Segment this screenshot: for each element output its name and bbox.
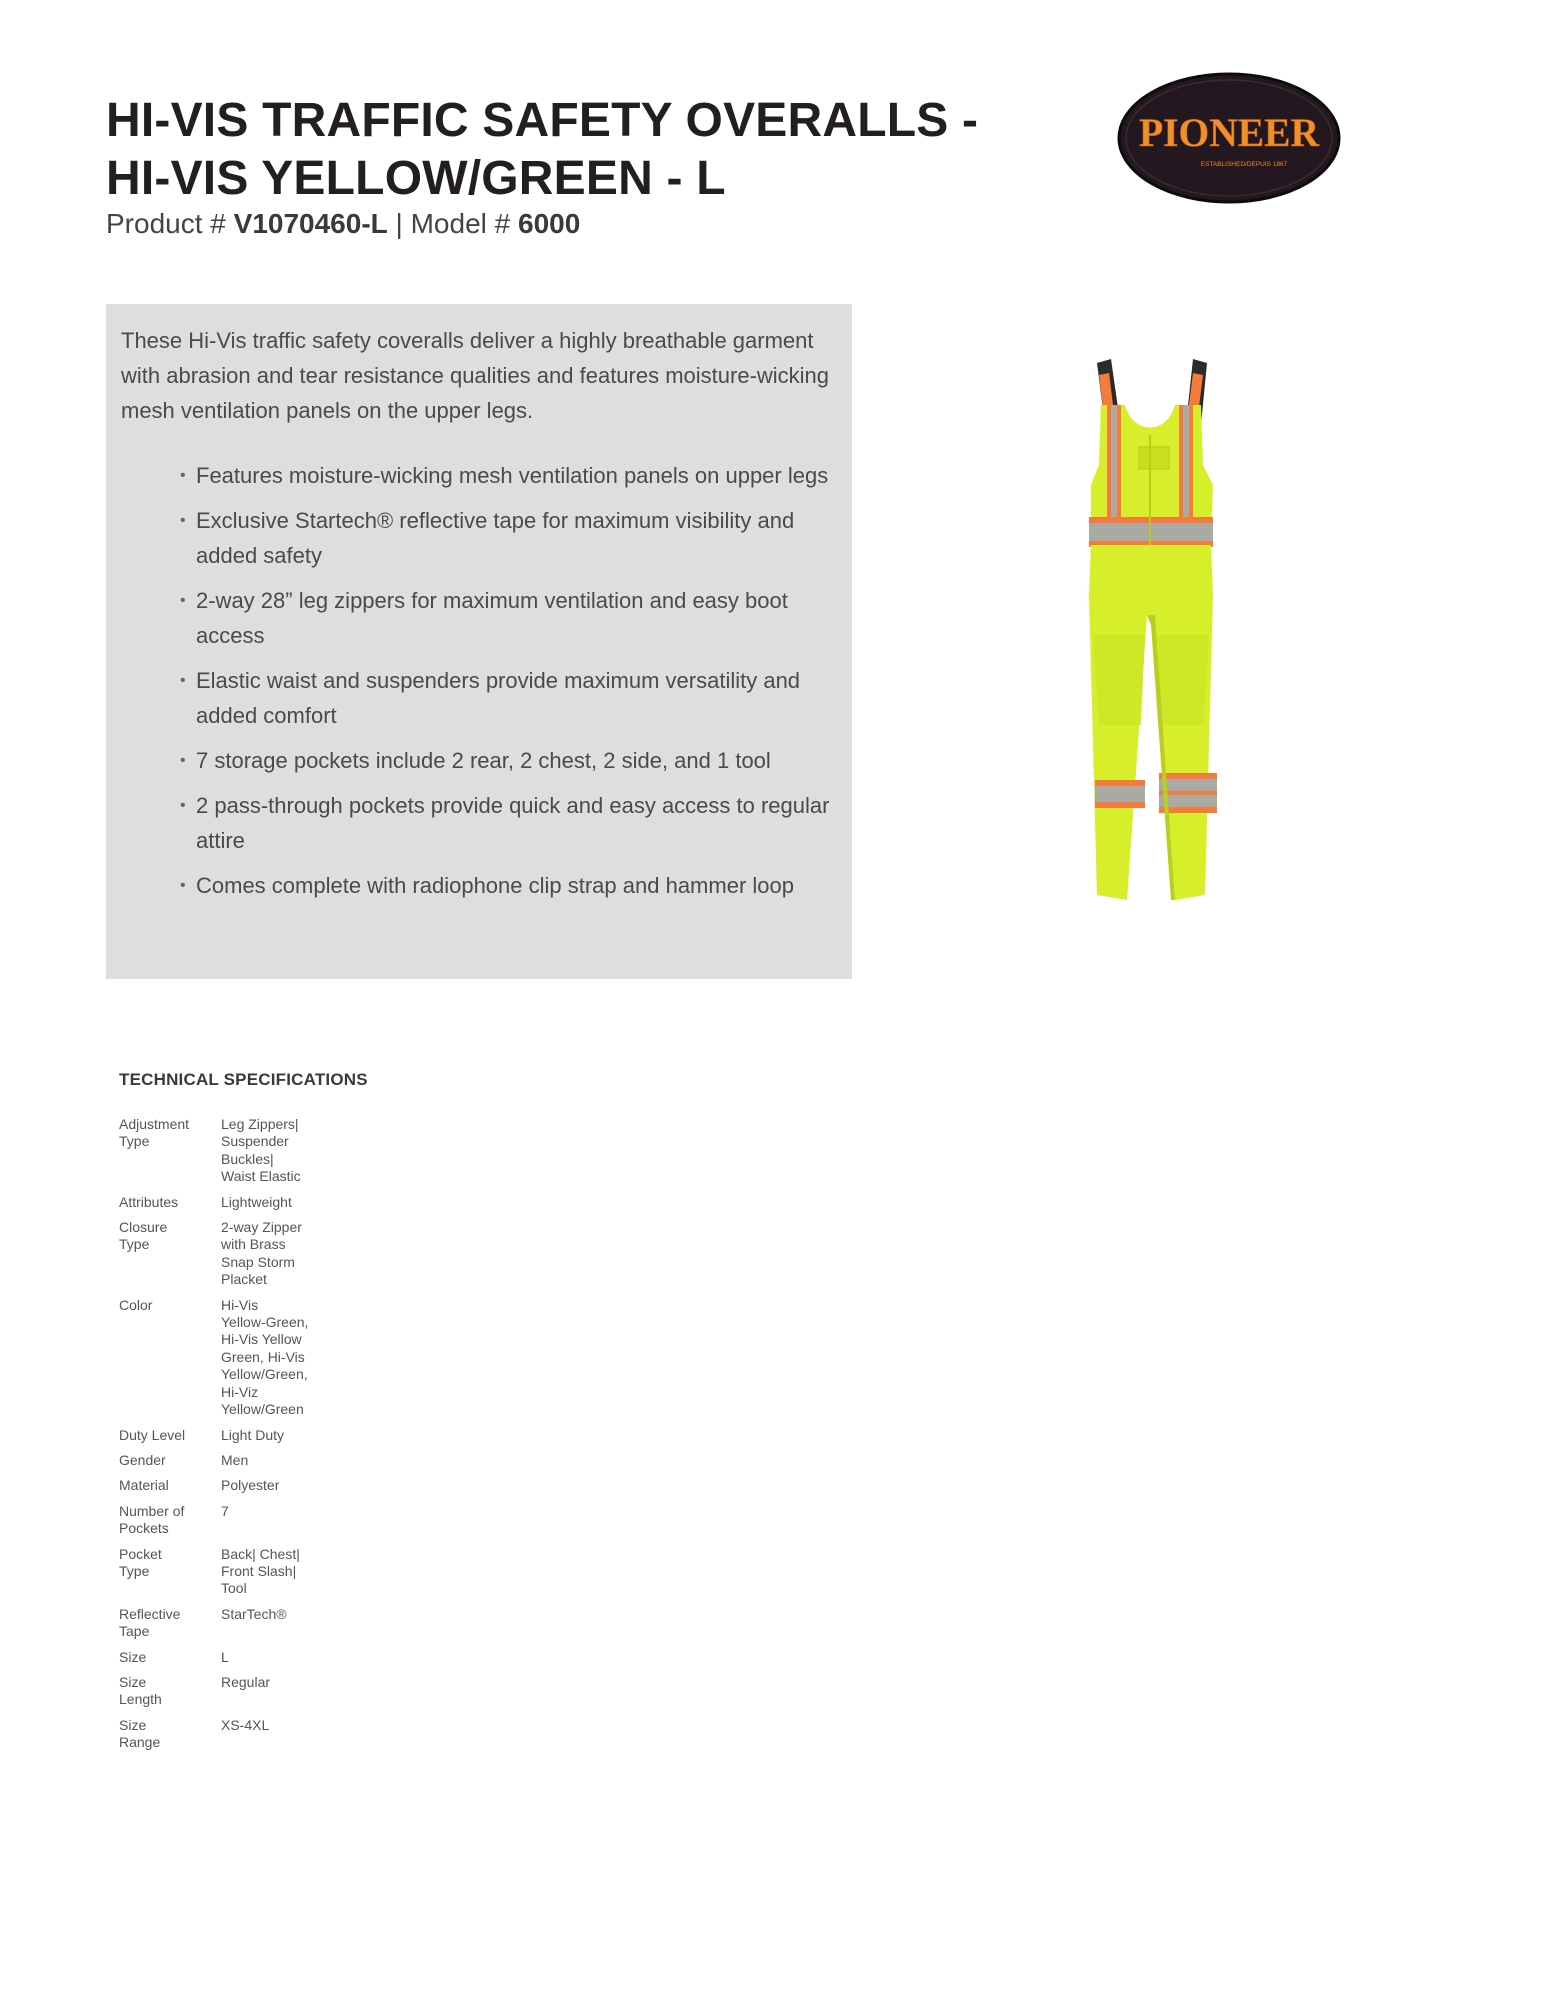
spec-value-line: Polyester [221,1477,280,1494]
spec-label-line: Material [119,1477,169,1494]
spec-value [221,1452,331,1477]
bullet-icon: • [180,672,186,689]
feature-text: 2 pass-through pockets provide quick and easy access to regular attire [196,793,830,853]
feature-item [181,503,837,573]
spec-value-line: Hi-Viz [221,1383,259,1400]
spec-row [119,1546,331,1606]
feature-item [181,663,837,733]
spec-label [119,1427,221,1452]
feature-list [121,458,837,903]
spec-value-line: L [221,1648,229,1665]
spec-label-line: Duty Level [119,1426,186,1443]
spec-value-line: 2-way Zipper [221,1219,302,1236]
spec-label-line: Number of [119,1502,185,1519]
feature-text: Elastic waist and suspenders provide maximum versatility and added comfort [196,668,801,728]
title-line-1: HI-VIS TRAFFIC SAFETY OVERALLS - [106,94,979,147]
spec-label-line: Range [119,1734,161,1751]
spec-label-line: Pockets [119,1520,169,1537]
feature-item [181,458,837,493]
separator: | [395,208,403,239]
spec-row [119,1477,331,1502]
spec-label [119,1297,221,1427]
feature-item [181,583,837,653]
spec-value-line: Buckles| [221,1150,274,1167]
feature-item [181,868,837,903]
bullet-icon: • [180,797,186,814]
spec-value-line: Lightweight [221,1193,292,1210]
product-label: Product # [106,208,226,239]
spec-label-line: Pocket [119,1545,162,1562]
feature-text: 7 storage pockets include 2 rear, 2 chest, 2 side, and 1 tool [196,748,771,773]
spec-value-line: Yellow-Green, [221,1314,309,1331]
spec-row [119,1649,331,1674]
spec-row [119,1503,331,1546]
spec-value-line: Snap Storm [221,1253,295,1270]
spec-label [119,1503,221,1546]
spec-row [119,1297,331,1427]
bullet-icon: • [180,877,186,894]
spec-value [221,1219,331,1297]
feature-item [181,743,837,778]
pioneer-logo [1116,70,1342,206]
logo-tagline: ESTABLISHED/DEPUIS 1867 [1200,161,1288,168]
spec-value-line: Yellow/Green [221,1401,304,1418]
spec-value [221,1477,331,1502]
spec-value-line: with Brass [221,1236,286,1253]
spec-label-line: Closure [119,1219,168,1236]
feature-text: Comes complete with radiophone clip strap and hammer loop [196,873,794,898]
spec-label [119,1546,221,1606]
spec-row [119,1116,331,1194]
spec-value [221,1717,331,1760]
spec-value-line: 7 [221,1502,229,1519]
spec-label [119,1452,221,1477]
spec-label-line: Attributes [119,1193,179,1210]
spec-value-line: Suspender [221,1133,289,1150]
spec-label-line: Size [119,1648,147,1665]
model-number: 6000 [518,208,581,239]
spec-value-line: Tool [221,1580,247,1597]
spec-value [221,1649,331,1674]
spec-label [119,1649,221,1674]
model-label: Model # [410,208,511,239]
spec-value-line: Back| Chest| [221,1545,300,1562]
spec-label-line: Length [119,1691,162,1708]
spec-value [221,1503,331,1546]
spec-label-line: Type [119,1133,150,1150]
description-panel [106,304,852,979]
spec-value-line: Waist Elastic [221,1168,301,1185]
spec-value-line: Green, Hi-Vis [221,1348,305,1365]
description-intro: These Hi-Vis traffic safety coveralls deliver a highly breathable garment with abrasion and tear resistance qualities and features moisture-wicking mesh ventilation panels on the upper legs. [121,328,830,423]
spec-label-line: Size [119,1716,147,1733]
spec-row [119,1452,331,1477]
spec-value [221,1297,331,1427]
title-line-2: HI-VIS YELLOW/GREEN - L [106,152,726,205]
spec-label [119,1477,221,1502]
spec-row [119,1717,331,1760]
spec-row [119,1194,331,1219]
spec-label [119,1116,221,1194]
spec-label [119,1194,221,1219]
spec-label-line: Color [119,1296,153,1313]
spec-label-line: Tape [119,1623,150,1640]
spec-label-line: Adjustment [119,1116,190,1132]
spec-value-line: XS-4XL [221,1716,270,1733]
spec-value [221,1427,331,1452]
product-model-line [106,207,580,241]
spec-value [221,1546,331,1606]
spec-row [119,1674,331,1717]
spec-value-line: Placket [221,1271,267,1288]
spec-value-line: Hi-Vis Yellow [221,1331,302,1348]
spec-label [119,1674,221,1717]
spec-label [119,1606,221,1649]
spec-label-line: Reflective [119,1605,181,1622]
feature-text: Exclusive Startech® reflective tape for maximum visibility and added safety [196,508,795,568]
bullet-icon: • [180,512,186,529]
spec-value [221,1606,331,1649]
spec-value-line: Front Slash| [221,1562,297,1579]
feature-text: Features moisture-wicking mesh ventilation panels on upper legs [196,463,829,488]
spec-value-line: StarTech® [221,1605,287,1622]
spec-label-line: Type [119,1236,150,1253]
spec-value-line: Men [221,1451,249,1468]
spec-value-line: Regular [221,1673,271,1690]
spec-value [221,1194,331,1219]
bullet-icon: • [180,752,186,769]
spec-value-line: Light Duty [221,1426,285,1443]
feature-item [181,788,837,858]
spec-value-line: Leg Zippers| [221,1116,299,1132]
bullet-icon: • [180,467,186,484]
feature-text: 2-way 28” leg zippers for maximum ventilation and easy boot access [196,588,788,648]
bullet-icon: • [180,592,186,609]
spec-label-line: Type [119,1562,150,1579]
hi-vis-overalls-image [1075,355,1225,915]
spec-value-line: Yellow/Green, [221,1366,308,1383]
product-number: V1070460-L [233,208,388,239]
spec-label [119,1219,221,1297]
spec-row [119,1219,331,1297]
page-title [106,92,1036,208]
spec-label [119,1717,221,1760]
logo-brand-text: PIONEER [1139,110,1321,155]
spec-value [221,1674,331,1717]
spec-row [119,1427,331,1452]
spec-heading: TECHNICAL SPECIFICATIONS [119,1070,368,1089]
spec-row [119,1606,331,1649]
spec-value [221,1116,331,1194]
spec-label-line: Gender [119,1451,166,1468]
spec-table [119,1116,331,1760]
spec-label-line: Size [119,1673,147,1690]
spec-value-line: Hi-Vis [221,1296,259,1313]
spec-table-body [119,1116,331,1760]
